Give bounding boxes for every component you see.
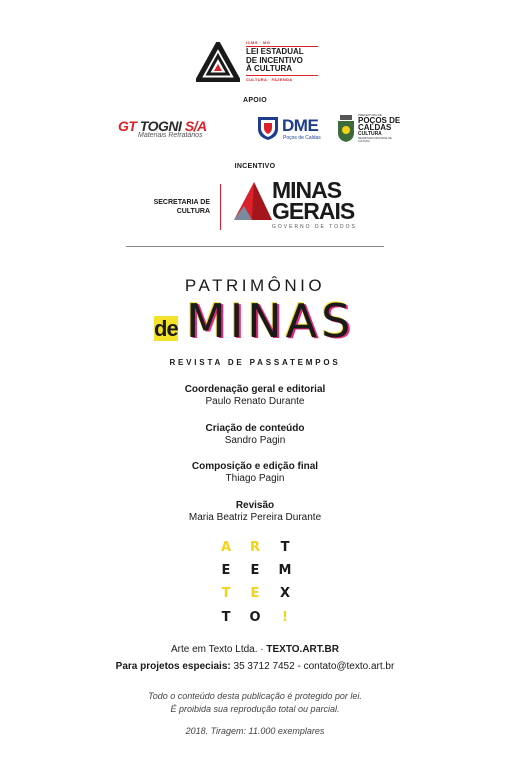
- credit-name: Sandro Pagin: [224, 435, 286, 446]
- incentivo-label: INCENTIVO: [234, 163, 276, 170]
- art-letter: R: [249, 540, 260, 555]
- lei-incentivo-logo: [196, 40, 316, 84]
- logo-divider: [220, 184, 221, 230]
- credit-role: Composição e edição final: [191, 461, 319, 472]
- company-name: Arte em Texto Ltda. ·: [170, 644, 267, 655]
- minas-triangle-icon: [230, 180, 274, 224]
- art-letter: E: [221, 563, 231, 578]
- art-letter: T: [221, 610, 231, 625]
- projects-line: [0, 661, 510, 672]
- pocos-cultura: CULTURA: [358, 131, 382, 137]
- togni-subtitle: Materiais Refratários: [138, 132, 203, 139]
- credit-block: [0, 423, 510, 447]
- company-line: [0, 644, 510, 655]
- pocos-name-line: POÇOS DE: [358, 116, 401, 125]
- credit-name: Thiago Pagin: [225, 473, 285, 484]
- art-letter: E: [250, 563, 260, 578]
- title-minas: MINAS: [186, 294, 355, 348]
- secretaria-line: CULTURA: [176, 207, 210, 215]
- credit-role: Criação de conteúdo: [205, 423, 305, 434]
- section-divider: [126, 246, 384, 247]
- art-letter: T: [221, 586, 231, 601]
- company-site-link[interactable]: TEXTO.ART.BR: [266, 644, 340, 655]
- credit-name: Paulo Renato Durante: [205, 396, 305, 407]
- pocos-secretaria: SECRETARIA MUNICIPAL DE CULTURA: [358, 137, 392, 143]
- art-letter: M: [278, 563, 292, 578]
- secretaria-cultura-label: [148, 199, 210, 216]
- credit-block: [0, 384, 510, 408]
- secretaria-line: SECRETARIA DE: [153, 199, 210, 206]
- dme-name: DME: [282, 116, 319, 135]
- credit-block: [0, 461, 510, 485]
- art-letter: X: [279, 586, 291, 601]
- apoio-label: APOIO: [242, 97, 268, 104]
- lei-title: [246, 46, 318, 74]
- title-de: [154, 316, 178, 342]
- togni-gt-icon: GT: [118, 118, 137, 134]
- title-patrimonio: PATRIMÔNIO: [184, 276, 326, 295]
- title-subtitle: REVISTA DE PASSATEMPOS: [169, 358, 341, 367]
- togni-logo: [118, 118, 240, 140]
- credit-role: Coordenação geral e editorial: [184, 384, 326, 395]
- art-letter: !: [282, 610, 288, 625]
- minas-name: [272, 177, 355, 224]
- notice-line: Todo o conteúdo desta publicação é protegido por lei.: [148, 691, 362, 701]
- arte-em-texto-logo: [219, 540, 297, 624]
- lei-title-line: DE INCENTIVO: [246, 55, 303, 65]
- minas-gerais-logo: [230, 177, 366, 236]
- pocos-prefix: PREFEITURA DE: [358, 113, 382, 117]
- projects-contact: 35 3712 7452 - contato@texto.art.br: [230, 661, 395, 672]
- title-de-minas: [154, 296, 364, 346]
- notice-line: É proibida sua reprodução total ou parcial.: [170, 704, 340, 714]
- credit-role: Revisão: [235, 500, 275, 511]
- projects-label: Para projetos especiais:: [115, 661, 231, 672]
- dme-logo: [256, 115, 330, 143]
- togni-prefix: TOGNI: [139, 118, 182, 134]
- lei-text-block: [246, 40, 318, 82]
- pocos-caldas-logo: [336, 113, 400, 147]
- togni-suffix: S/A: [184, 118, 207, 134]
- pocos-crest-icon: [336, 115, 356, 143]
- credit-name: Maria Beatriz Pereira Durante: [188, 512, 322, 523]
- pocos-text-block: [358, 113, 402, 143]
- print-run: 2018. Tiragem: 11.000 exemplares: [185, 726, 325, 736]
- art-letter: O: [249, 610, 261, 625]
- minas-name-line: GERAIS: [272, 198, 355, 224]
- title-de-text: de: [154, 316, 178, 341]
- credit-block: [0, 500, 510, 524]
- art-letter: E: [250, 586, 260, 601]
- copyright-notice: [0, 690, 510, 716]
- art-letter: T: [280, 540, 290, 555]
- lei-triangle-icon: [196, 42, 240, 82]
- lei-title-line: LEI ESTADUAL: [246, 47, 304, 56]
- pocos-name-line: CALDAS: [358, 123, 392, 132]
- pocos-name: [358, 117, 402, 131]
- minas-tagline: GOVERNO DE TODOS: [272, 224, 357, 230]
- dme-shield-icon: [256, 115, 280, 141]
- lei-bottom-label: CULTURA · FAZENDA: [246, 75, 318, 82]
- minas-name-line: MINAS: [272, 177, 342, 203]
- lei-title-line: À CULTURA: [246, 64, 293, 73]
- dme-subtitle: Poços de Caldas: [283, 135, 321, 141]
- lei-top-label: ICMS · MG: [246, 40, 271, 45]
- art-letter: A: [220, 540, 232, 555]
